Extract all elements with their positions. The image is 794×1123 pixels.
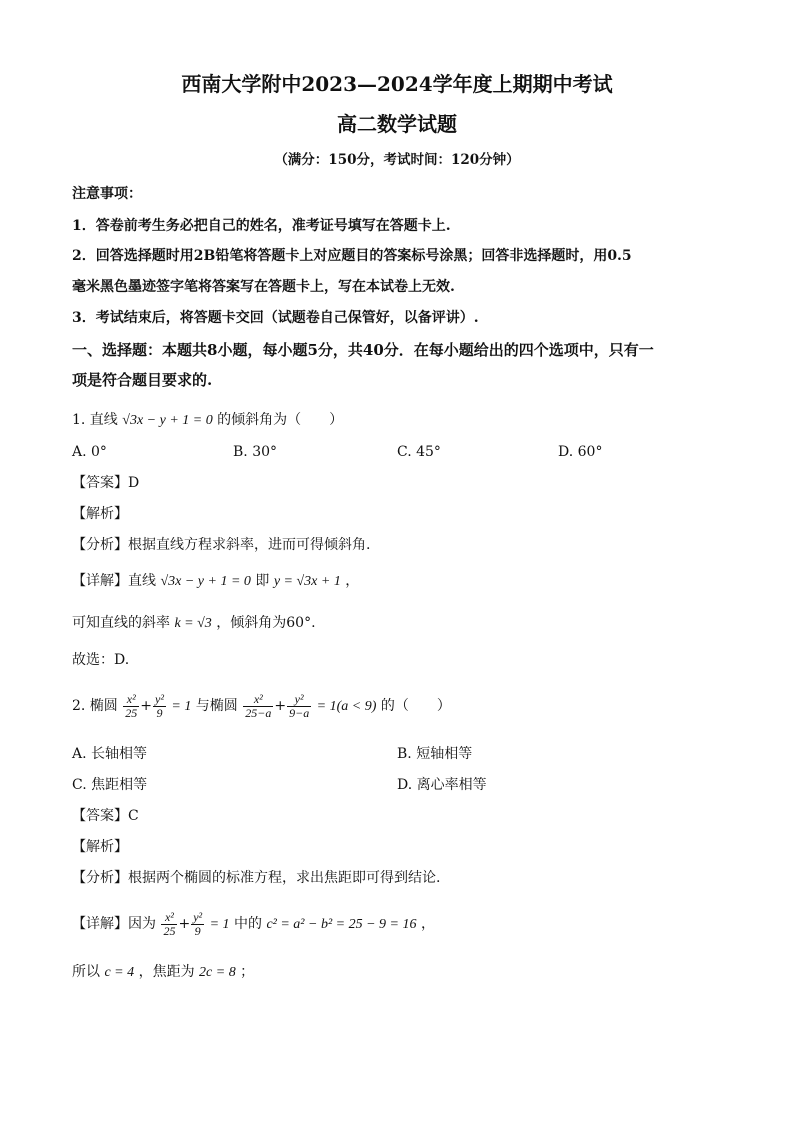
section-1-line-1: 一、选择题：本题共8小题，每小题5分，共40分．在每小题给出的四个选项中，只有一	[72, 341, 654, 359]
q2-detail-f1-den: 25	[163, 923, 176, 938]
section-1-line-2: 项是符合题目要求的.	[72, 371, 213, 389]
q2-detail-f1-num: x²	[161, 911, 177, 925]
q1-slope-eq: k = √3	[174, 616, 212, 631]
exam-title: 西南大学附中2023—2024学年度上期期中考试	[181, 72, 613, 96]
q1-suffix: 的倾斜角为（ ）	[217, 412, 344, 428]
q2-detail-end: ，	[420, 916, 435, 932]
q2-last-line	[72, 962, 722, 983]
q2-detail	[72, 906, 722, 943]
q2-detail-prefix: 【详解】因为	[72, 916, 156, 932]
q2-last-eq2: 2c = 8	[199, 965, 236, 980]
q2-fraction-2	[153, 693, 166, 720]
q2-f1-den: 25	[125, 705, 138, 720]
q1-prefix: 1. 直线	[72, 412, 118, 428]
q2-option-b: B. 短轴相等	[397, 746, 473, 762]
q1-slope-suffix: ，倾斜角为60°.	[216, 615, 316, 631]
q2-f1-num: x²	[123, 693, 139, 707]
q2-detail-eq: c² = a² − b² = 25 − 9 = 16	[266, 917, 417, 932]
q2-plus-2: +	[274, 698, 287, 714]
q1-option-d: D. 60°	[558, 444, 603, 460]
q2-detail-mid: 中的	[233, 916, 262, 932]
q1-slope-prefix: 可知直线的斜率	[72, 615, 170, 631]
q2-f2-den: 9	[156, 705, 163, 720]
q2-prefix: 2. 椭圆	[72, 698, 118, 714]
q2-last-mid: ，焦距为	[138, 964, 195, 980]
q1-detail-mid: 即	[255, 573, 270, 589]
q2-f4-den: 9−a	[289, 705, 310, 720]
q2-last-end: ；	[240, 964, 255, 980]
q2-option-c: C. 焦距相等	[72, 777, 148, 793]
q2-last-eq1: c = 4	[104, 965, 135, 980]
q2-f3-num: x²	[243, 693, 273, 707]
q2-detail-f2-den: 9	[194, 923, 201, 938]
notice-item-1: 1．答卷前考生务必把自己的姓名，准考证号填写在答题卡上.	[72, 218, 451, 234]
q2-eq1: = 1	[171, 699, 192, 714]
q2-detail-eq1: = 1	[209, 917, 230, 932]
q1-option-b: B. 30°	[233, 444, 278, 460]
q1-detail-eq1: √3x − y + 1 = 0	[160, 574, 251, 589]
q2-detail-plus: +	[178, 916, 191, 932]
q2-fraction-3	[243, 693, 273, 720]
q1-detail-prefix: 【详解】直线	[72, 573, 156, 589]
q2-detail-fraction-2	[191, 911, 204, 938]
exam-info: （满分：150分，考试时间：120分钟）	[274, 152, 520, 168]
q2-eq2: = 1(a < 9)	[316, 699, 377, 714]
q1-answer: 【答案】D	[72, 475, 140, 491]
q2-plus-1: +	[140, 698, 152, 714]
q2-detail-fraction-1	[161, 911, 177, 938]
q1-analysis-label: 【解析】	[72, 506, 128, 522]
q1-slope	[72, 613, 722, 634]
q2-option-d: D. 离心率相等	[397, 777, 487, 793]
q2-analysis-label: 【解析】	[72, 839, 128, 855]
notice-item-2b: 毫米黑色墨迹签字笔将答案写在答题卡上，写在本试卷上无效.	[72, 279, 455, 295]
q1-detail-end: ，	[345, 573, 360, 589]
notice-heading: 注意事项：	[72, 186, 142, 202]
question-1	[72, 410, 722, 431]
q1-conclusion: 故选：D.	[72, 652, 130, 668]
q1-option-c: C. 45°	[397, 444, 441, 460]
q2-fraction-1	[123, 693, 139, 720]
question-2	[72, 688, 722, 725]
notice-item-3: 3．考试结束后，将答题卡交回（试题卷自己保管好，以备评讲）.	[72, 310, 479, 326]
q2-option-a: A. 长轴相等	[72, 746, 148, 762]
q1-detail-eq2: y = √3x + 1	[273, 574, 341, 589]
q2-f4-num: y²	[287, 693, 311, 707]
q2-f2-num: y²	[155, 691, 164, 706]
q2-mid2: 与椭圆	[195, 698, 238, 714]
q2-detail-f2-num: y²	[193, 909, 203, 924]
q1-equation: √3x − y + 1 = 0	[122, 413, 213, 428]
q2-last-prefix: 所以	[72, 964, 100, 980]
q2-answer: 【答案】C	[72, 808, 139, 824]
q1-detail	[72, 571, 722, 592]
exam-subject: 高二数学试题	[337, 112, 457, 136]
q1-analysis: 【分析】根据直线方程求斜率，进而可得倾斜角.	[72, 537, 371, 553]
q2-f3-den: 25−a	[245, 705, 272, 720]
q2-fraction-4	[287, 693, 311, 720]
q1-option-a: A. 0°	[72, 444, 107, 460]
q2-analysis: 【分析】根据两个椭圆的标准方程，求出焦距即可得到结论.	[72, 870, 441, 886]
q2-suffix: 的（ ）	[380, 698, 451, 714]
notice-item-2a: 2．回答选择题时用2B铅笔将答题卡上对应题目的答案标号涂黑；回答非选择题时，用0.5	[72, 248, 632, 264]
